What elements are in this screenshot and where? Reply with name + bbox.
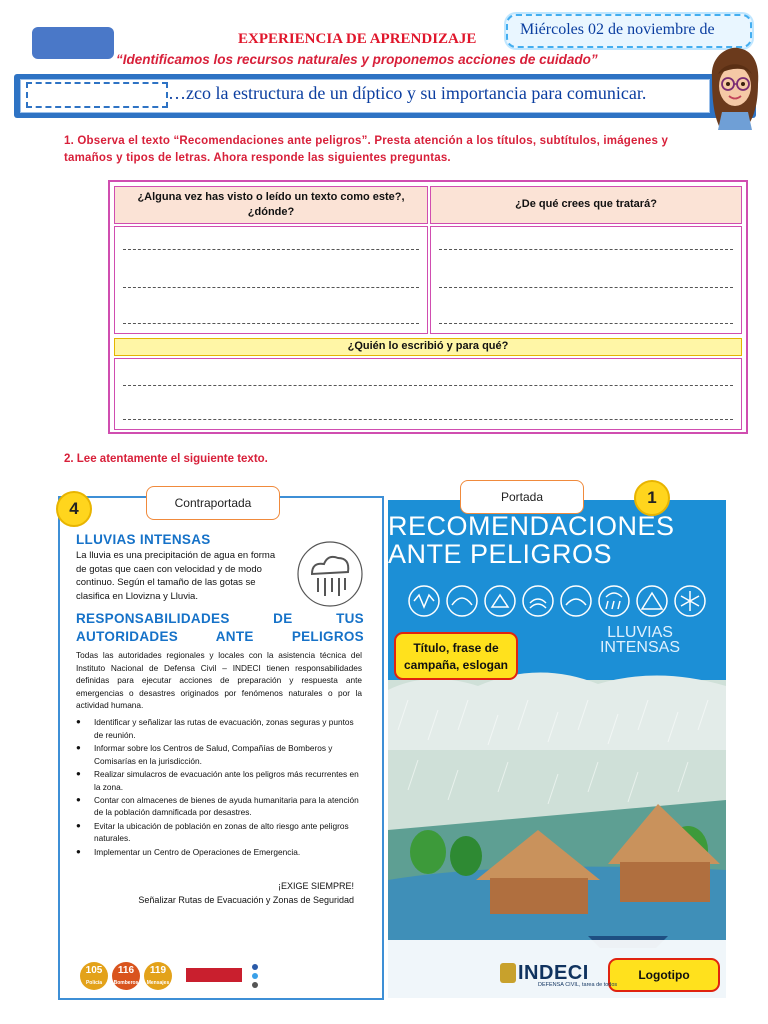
- callout-logo: Logotipo: [608, 958, 720, 992]
- page-number-front: 1: [634, 480, 670, 516]
- front-cover-illustration: [388, 500, 726, 998]
- question-2-text: ¿De qué crees que tratará?: [515, 198, 657, 210]
- answer-line: [123, 385, 733, 386]
- exige-siempre: ¡EXIGE SIEMPRE!: [277, 881, 354, 891]
- experience-subtitle: “Identificamos los recursos naturales y proponemos acciones de cuidado”: [116, 52, 598, 67]
- question-cell-3: [114, 338, 742, 356]
- purpose-label-box: [26, 82, 168, 108]
- answer-line: [439, 287, 733, 288]
- emergency-number: 116: [117, 965, 135, 976]
- front-title-line-1: RECOMENDACIONES: [388, 511, 675, 541]
- back-paragraph-autoridades: Todas las autoridades regionales y locales con la asistencia técnica del Instituto Nacional de Defensa Civil – INDECI tienen responsabilidades definidas para ejecutar acciones de preparación y respuesta ante emergencias o desastres originados por fenómenos naturales o por la actividad humana.: [76, 650, 362, 711]
- indeci-logo: INDECI: [518, 962, 589, 984]
- rain-cloud-icon: [296, 540, 364, 608]
- volcano-icon: [637, 586, 667, 616]
- social-media-icons: [252, 964, 302, 988]
- emergency-number-mensajes: [144, 962, 172, 990]
- answer-line: [123, 419, 733, 420]
- answer-line: [439, 249, 733, 250]
- list-item: ● Informar sobre los Centros de Salud, Compañías de Bomberos y Comisarías en la jurisdicción.: [76, 742, 362, 767]
- back-heading-lluvias: LLUVIAS INTENSAS: [76, 532, 211, 547]
- question-cell-2: [430, 186, 742, 224]
- emergency-label: Policía: [85, 980, 103, 986]
- emergency-number: 119: [149, 965, 167, 976]
- callout-title: Título, frase de campaña, eslogan: [394, 632, 518, 680]
- front-cover-page: [388, 500, 726, 998]
- list-item: ● Identificar y señalizar las rutas de evacuación, zonas seguras y puntos de reunión.: [76, 716, 362, 741]
- web-icon: [252, 982, 258, 988]
- answer-area-2[interactable]: [430, 226, 742, 334]
- emergency-label: Mensajes: [146, 980, 170, 986]
- facebook-icon: [252, 964, 258, 970]
- emergency-label: Bomberos: [113, 980, 139, 986]
- front-title: [388, 512, 728, 568]
- list-item: ● Realizar simulacros de evacuación ante los peligros más recurrentes en la zona.: [76, 768, 362, 793]
- question-cell-1: [114, 186, 428, 224]
- front-subtitle: [580, 625, 700, 655]
- front-subtitle-line-1: LLUVIAS: [607, 624, 673, 641]
- list-item: ● Contar con almacenes de bienes de ayuda humanitaria para la atención de la población damnificada por desastres.: [76, 794, 362, 819]
- emergency-number: 105: [85, 965, 103, 976]
- back-paragraph-lluvia: La lluvia es una precipitación de agua en forma de gotas que caen con velocidad y de modo continuo. Según el tamaño de las gotas se clasifica en Llovizna y Lluvia.: [76, 550, 276, 602]
- hazard-icons-row: [406, 583, 706, 619]
- experience-title: EXPERIENCIA DE APRENDIZAJE: [238, 31, 477, 47]
- front-title-line-2: ANTE PELIGROS: [388, 539, 613, 569]
- list-item: ● Evitar la ubicación de población en zonas de alto riesgo ante peligros naturales.: [76, 820, 362, 845]
- twitter-icon: [252, 973, 258, 979]
- question-3-text: ¿Quién lo escribió y para qué?: [347, 340, 509, 352]
- landslide-icon: [485, 586, 515, 616]
- contraportada-label: Contraportada: [146, 486, 280, 520]
- list-item: ● Implementar un Centro de Operaciones de Emergencia.: [76, 846, 362, 859]
- portada-label: Portada: [460, 480, 584, 514]
- indeci-logo-subtitle: DEFENSA CIVIL, tarea de todos: [538, 982, 618, 988]
- answer-line: [123, 287, 419, 288]
- front-subtitle-line-2: INTENSAS: [599, 639, 680, 656]
- answer-line: [123, 249, 419, 250]
- earthquake-icon: [409, 586, 439, 616]
- responsibilities-list: [76, 716, 362, 859]
- exige-line: Señalizar Rutas de Evacuación y Zonas de Seguridad: [138, 895, 354, 905]
- instruction-step-2: 2. Lee atentamente el siguiente texto.: [64, 453, 268, 465]
- indeci-shield-icon: [500, 963, 516, 983]
- page-number-back: 4: [56, 491, 92, 527]
- questions-table: [108, 180, 748, 434]
- back-heading-responsabilidades: RESPONSABILIDADES DE TUS AUTORIDADES ANTE PELIGROS: [76, 611, 364, 644]
- header-tab-decoration: [32, 27, 114, 59]
- question-1-text: ¿Alguna vez has visto o leído un texto como este?, ¿dónde?: [137, 191, 405, 218]
- answer-area-1[interactable]: [114, 226, 428, 334]
- teacher-avatar: [706, 44, 762, 134]
- answer-line: [439, 323, 733, 324]
- answer-line: [123, 323, 419, 324]
- government-logo: [186, 968, 242, 982]
- purpose-text: …zco la estructura de un díptico y su importancia para comunicar.: [168, 83, 647, 103]
- emergency-number-police: [80, 962, 108, 990]
- tsunami-icon: [447, 586, 477, 616]
- flood-icon: [523, 586, 553, 616]
- wave-icon: [561, 586, 591, 616]
- answer-area-3[interactable]: [114, 358, 742, 430]
- instruction-step-1: 1. Observa el texto “Recomendaciones ante peligros”. Presta atención a los títulos, subtítulos, imágenes y tamaños y tipos de letras. Ahora responde las siguientes preguntas.: [64, 135, 669, 164]
- date-label: Miércoles 02 de noviembre de: [520, 21, 715, 38]
- emergency-number-bomberos: [112, 962, 140, 990]
